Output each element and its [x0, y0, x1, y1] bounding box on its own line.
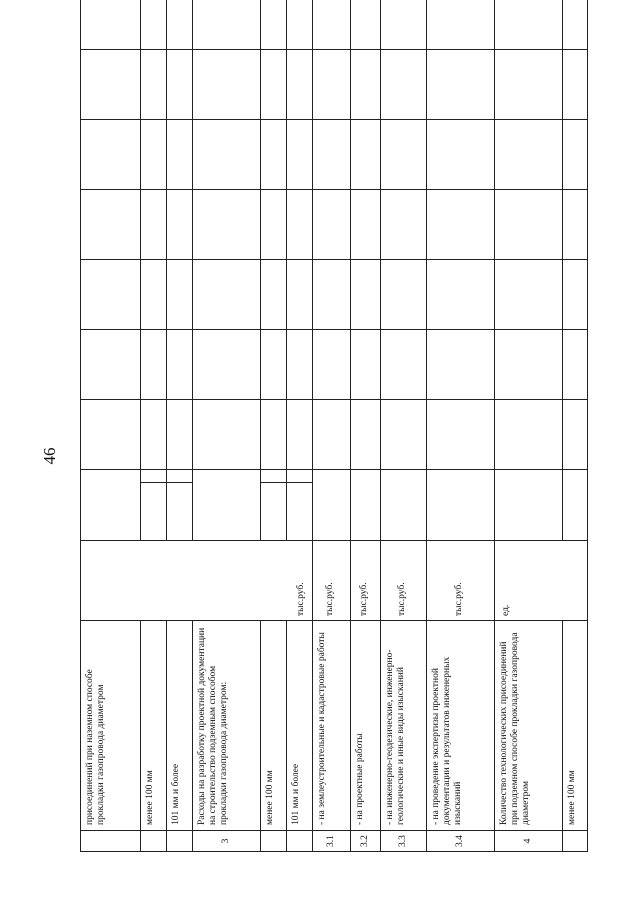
value-cell	[287, 483, 313, 541]
value-cell	[167, 330, 193, 400]
value-cell	[167, 400, 193, 470]
value-cell	[351, 0, 381, 50]
value-cell	[81, 260, 141, 330]
value-cell	[167, 0, 193, 50]
value-cell	[167, 470, 193, 483]
table-row	[351, 0, 381, 852]
row-number	[563, 831, 588, 852]
row-number	[167, 831, 193, 852]
value-cell	[167, 260, 193, 330]
row-description: менее 100 мм	[563, 621, 588, 831]
value-cell	[427, 260, 495, 330]
table-row	[381, 0, 427, 852]
value-cell	[81, 0, 141, 50]
value-cell	[81, 120, 141, 190]
rotated-table-container	[80, 43, 587, 852]
row-number	[287, 831, 313, 852]
table-row	[427, 0, 495, 852]
value-cell	[381, 260, 427, 330]
value-cell	[261, 120, 287, 190]
value-cell	[81, 190, 141, 260]
value-cell	[193, 50, 261, 120]
value-cell	[495, 260, 563, 330]
row-description: 101 мм и более	[287, 621, 313, 831]
value-cell	[495, 470, 563, 541]
value-cell	[563, 120, 588, 190]
table-row	[495, 0, 563, 852]
table-row	[193, 0, 261, 852]
value-cell	[167, 120, 193, 190]
table-row	[261, 0, 287, 852]
data-table	[80, 0, 588, 852]
table-row	[313, 0, 351, 852]
row-number: 3.4	[427, 831, 495, 852]
value-cell	[167, 483, 193, 541]
value-cell	[193, 330, 261, 400]
value-cell	[141, 0, 167, 50]
row-description: менее 100 мм	[261, 621, 287, 831]
value-cell	[427, 50, 495, 120]
row-number: 3.1	[313, 831, 351, 852]
value-cell	[427, 470, 495, 541]
value-cell	[351, 50, 381, 120]
value-cell	[563, 190, 588, 260]
row-number: 3	[193, 831, 261, 852]
value-cell	[141, 400, 167, 470]
row-description: присоединений при наземном способе прокладки газопровода диаметром	[81, 621, 141, 831]
value-cell	[313, 400, 351, 470]
value-cell	[261, 0, 287, 50]
value-cell	[261, 330, 287, 400]
value-cell	[563, 330, 588, 400]
value-cell	[313, 120, 351, 190]
row-description: - на проектные работы	[351, 621, 381, 831]
value-cell	[381, 0, 427, 50]
value-cell	[261, 470, 287, 483]
value-cell	[495, 400, 563, 470]
value-cell	[381, 190, 427, 260]
value-cell	[287, 260, 313, 330]
value-cell	[495, 50, 563, 120]
row-description: менее 100 мм	[141, 621, 167, 831]
value-cell	[193, 190, 261, 260]
value-cell	[81, 470, 141, 541]
value-cell	[427, 0, 495, 50]
value-cell	[141, 330, 167, 400]
table-row	[81, 0, 141, 852]
value-cell	[351, 260, 381, 330]
value-cell	[351, 470, 381, 541]
value-cell	[563, 470, 588, 541]
row-number: 3.3	[381, 831, 427, 852]
value-cell	[81, 50, 141, 120]
value-cell	[563, 0, 588, 50]
value-cell	[381, 120, 427, 190]
page-number: 46	[40, 447, 59, 465]
value-cell	[427, 330, 495, 400]
row-unit: тыс.руб.	[427, 541, 495, 621]
value-cell	[381, 400, 427, 470]
value-cell	[563, 260, 588, 330]
value-cell	[427, 120, 495, 190]
value-cell	[167, 50, 193, 120]
value-cell	[193, 470, 261, 541]
value-cell	[141, 50, 167, 120]
value-cell	[381, 50, 427, 120]
value-cell	[563, 400, 588, 470]
value-cell	[141, 260, 167, 330]
value-cell	[313, 50, 351, 120]
row-description: Количество технологических присоединений при подземном способе прокладки газопровода диаметром	[495, 621, 563, 831]
value-cell	[381, 330, 427, 400]
value-cell	[261, 260, 287, 330]
value-cell	[495, 0, 563, 50]
value-cell	[495, 330, 563, 400]
table-row	[141, 0, 167, 852]
row-description: - на землеустроительные и кадастровые работы	[313, 621, 351, 831]
value-cell	[287, 470, 313, 483]
value-cell	[193, 120, 261, 190]
table-row	[287, 0, 313, 852]
table-row	[167, 0, 193, 852]
value-cell	[261, 50, 287, 120]
value-cell	[141, 190, 167, 260]
value-cell	[351, 330, 381, 400]
value-cell	[81, 400, 141, 470]
value-cell	[287, 400, 313, 470]
row-unit: тыс.руб.	[381, 541, 427, 621]
value-cell	[427, 190, 495, 260]
value-cell	[167, 190, 193, 260]
value-cell	[495, 120, 563, 190]
table-wrapper	[80, 43, 587, 852]
value-cell	[427, 400, 495, 470]
value-cell	[141, 120, 167, 190]
row-number	[141, 831, 167, 852]
value-cell	[287, 330, 313, 400]
value-cell	[141, 470, 167, 483]
value-cell	[313, 260, 351, 330]
value-cell	[313, 470, 351, 541]
row-description: - на проведение экспертизы проектной документации и результатов инженерных изысканий	[427, 621, 495, 831]
value-cell	[193, 260, 261, 330]
row-number: 3.2	[351, 831, 381, 852]
row-number: 4	[495, 831, 563, 852]
value-cell	[313, 190, 351, 260]
value-cell	[287, 50, 313, 120]
row-number	[81, 831, 141, 852]
row-number	[261, 831, 287, 852]
value-cell	[261, 400, 287, 470]
value-cell	[313, 330, 351, 400]
value-cell	[351, 190, 381, 260]
value-cell	[141, 483, 167, 541]
value-cell	[261, 190, 287, 260]
row-unit: тыс.руб.	[351, 541, 381, 621]
value-cell	[351, 120, 381, 190]
value-cell	[287, 0, 313, 50]
row-description: 101 мм и более	[167, 621, 193, 831]
row-description: Расходы на разработку проектной документации на строительство подземным способом прокладки газопровода диаметром:	[193, 621, 261, 831]
value-cell	[81, 330, 141, 400]
value-cell	[381, 470, 427, 541]
value-cell	[193, 0, 261, 50]
value-cell	[495, 190, 563, 260]
value-cell	[287, 190, 313, 260]
row-unit: тыс.руб.	[81, 541, 313, 621]
row-unit: тыс.руб.	[313, 541, 351, 621]
value-cell	[287, 120, 313, 190]
table-row	[563, 0, 588, 852]
row-description: - на инженерно-геодезические, инженерно-геологические и иные виды изысканий	[381, 621, 427, 831]
row-unit: ед.	[495, 541, 588, 621]
value-cell	[313, 0, 351, 50]
value-cell	[261, 483, 287, 541]
value-cell	[563, 50, 588, 120]
value-cell	[351, 400, 381, 470]
value-cell	[193, 400, 261, 470]
